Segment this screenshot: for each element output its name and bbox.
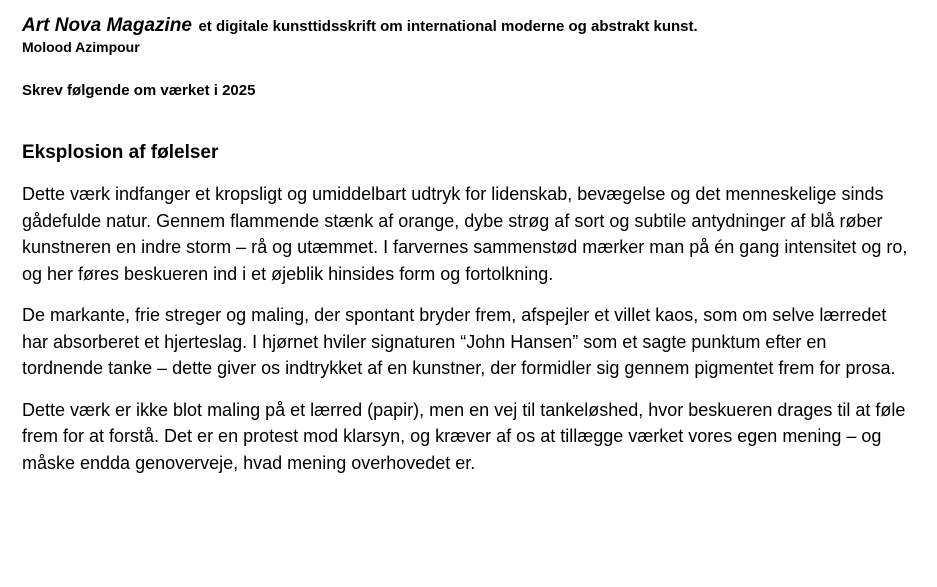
masthead <box>22 14 912 39</box>
magazine-name: Art Nova Magazine <box>22 15 192 36</box>
author-name: Molood Azimpour <box>22 39 140 55</box>
article-paragraph-2: De markante, frie streger og maling, der spontant bryder frem, afspejler et villet kaos, som om selve lærredet har absorberet et hjerteslag. I hjørnet hviler signaturen “John Hansen” som et sagte punktum efter en tordnende tanke – dette giver os indtrykket af en kunstner, der formidler sig gennem pigmentet frem for prosa. <box>22 305 896 378</box>
article-page <box>22 14 912 476</box>
article-paragraph-1: Dette værk indfanger et kropsligt og umiddelbart udtryk for lidenskab, bevægelse og det menneskelige sinds gådefulde natur. Gennem flammende stænk af orange, dybe strøg af sort og subtile antydninger af blå røber kunstneren en indre storm – rå og utæmmet. I farvernes sammenstød mærker man på én gang intensitet og ro, og her føres beskueren ind i et øjeblik hinsides form og fortolkning. <box>22 184 908 284</box>
intro-line: Skrev følgende om værket i 2025 <box>22 82 256 99</box>
article-paragraph-3: Dette værk er ikke blot maling på et lærred (papir), men en vej til tankeløshed, hvor beskueren drages til at føle frem for at forstå. Det er en protest mod klarsyn, og kræver af os at tillægge værket vores egen mening – og måske endda genoverveje, hvad mening overhovedet er. <box>22 399 906 473</box>
magazine-description: et digitale kunsttidsskrift om international moderne og abstrakt kunst. <box>198 18 698 35</box>
article-title: Eksplosion af følelser <box>22 142 219 163</box>
